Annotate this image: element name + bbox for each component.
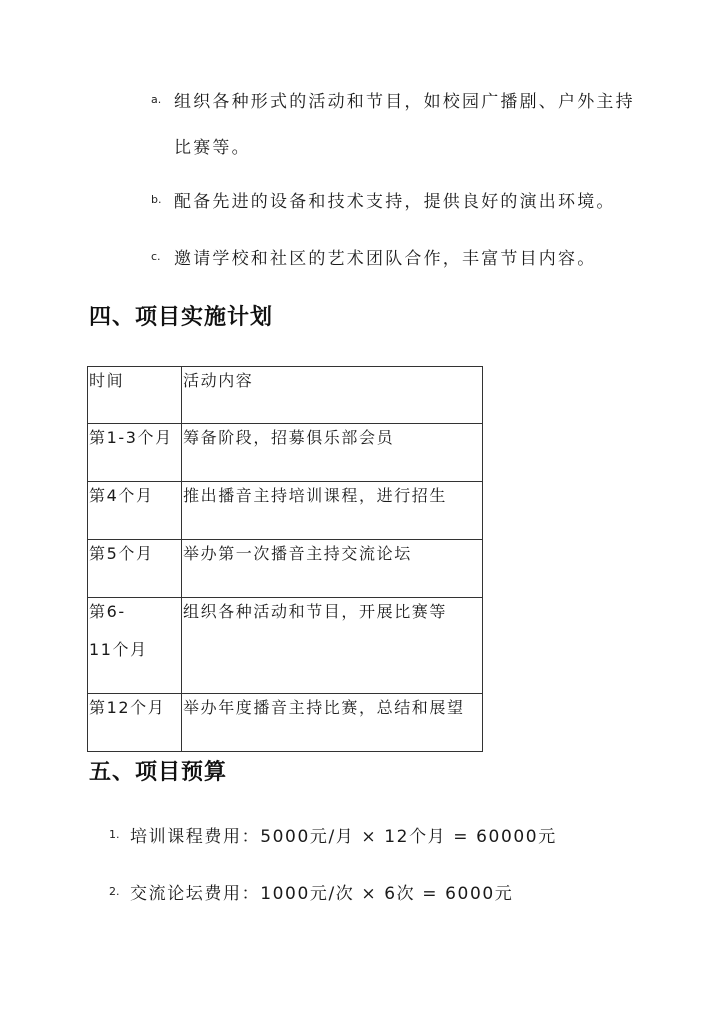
table-row (88, 424, 483, 482)
budget-item-text: 交流论坛费用：1000元/次 × 6次 = 6000元 (130, 884, 514, 904)
header-cell-content: 活动内容 (182, 367, 483, 424)
time-cell: 第1-3个月 (88, 424, 182, 482)
table-row (88, 694, 483, 752)
list-marker: 2. (109, 885, 120, 898)
list-marker: a. (151, 93, 162, 106)
time-cell: 第5个月 (88, 540, 182, 598)
header-cell-time: 时间 (88, 367, 182, 424)
table-header-row (88, 367, 483, 424)
content-cell: 推出播音主持培训课程，进行招生 (182, 482, 483, 540)
table-row (88, 598, 483, 694)
time-cell (88, 598, 182, 694)
list-item-text-continued: 比赛等。 (174, 138, 251, 158)
list-marker: b. (151, 193, 162, 206)
time-cell-line: 第6- (89, 602, 126, 621)
list-item-text: 邀请学校和社区的艺术团队合作，丰富节目内容。 (174, 249, 597, 269)
table-row (88, 482, 483, 540)
section-heading-plan: 四、项目实施计划 (89, 304, 274, 330)
content-cell: 组织各种活动和节目，开展比赛等 (182, 598, 483, 694)
list-item-text: 配备先进的设备和技术支持，提供良好的演出环境。 (174, 192, 616, 212)
list-marker: 1. (109, 828, 120, 841)
content-cell: 举办第一次播音主持交流论坛 (182, 540, 483, 598)
budget-item-text: 培训课程费用：5000元/月 × 12个月 = 60000元 (130, 827, 557, 847)
implementation-plan-table (87, 366, 483, 752)
section-heading-budget: 五、项目预算 (89, 759, 228, 785)
table-row (88, 540, 483, 598)
time-cell-line: 11个月 (89, 640, 148, 659)
list-marker: c. (151, 250, 161, 263)
time-cell: 第12个月 (88, 694, 182, 752)
content-cell: 筹备阶段，招募俱乐部会员 (182, 424, 483, 482)
content-cell: 举办年度播音主持比赛，总结和展望 (182, 694, 483, 752)
list-item-text: 组织各种形式的活动和节目，如校园广播剧、户外主持 (174, 92, 635, 112)
time-cell: 第4个月 (88, 482, 182, 540)
